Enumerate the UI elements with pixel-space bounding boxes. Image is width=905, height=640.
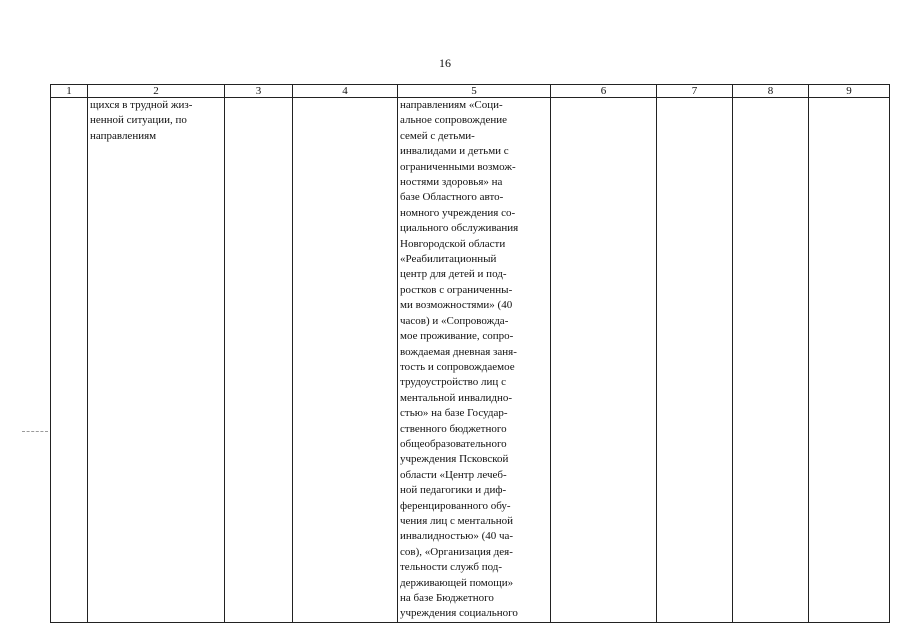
- cell-col-5: направлениям «Соци- альное сопровождение семей с детьми- инвалидами и детьми с ограниченными возмож- ностями здоровья» на базе Областного авто- номного учреждения со- циального обслуживания Новгородской области «Реабилитационный центр для детей и под- ростков с ограниченны- ми возможностями» (40 часов) и «Сопровожда- мое проживание, сопро- вождаемая дневная заня- тость и сопровождаемое трудоустройство лиц с ментальной инвалидно- стью» на базе Государ- ственного бюджетного общеобразовательного учреждения Псковской области «Центр лечеб- ной педагогики и диф- ференцированного обу- чения лиц с ментальной инвалидностью» (40 ча- сов), «Организация дея- тельности служб под- держивающей помощи» на базе Бюджетного учреждения социального: [398, 98, 551, 623]
- column-number-row: [51, 85, 890, 98]
- column-header-7: 7: [657, 85, 733, 98]
- cell-col-2: щихся в трудной жиз- ненной ситуации, по направлениям: [88, 98, 225, 623]
- table-row: [51, 98, 890, 623]
- cell-col-8: [733, 98, 809, 623]
- document-table: [50, 84, 890, 623]
- cell-col-7: [657, 98, 733, 623]
- column-header-6: 6: [551, 85, 657, 98]
- cell-col-3: [225, 98, 293, 623]
- column-header-2: 2: [88, 85, 225, 98]
- column-header-1: 1: [51, 85, 88, 98]
- cell-col-9: [809, 98, 890, 623]
- cell-col-4: [293, 98, 398, 623]
- margin-mark: [22, 431, 48, 432]
- page-number: 16: [439, 56, 451, 70]
- column-header-8: 8: [733, 85, 809, 98]
- column-header-9: 9: [809, 85, 890, 98]
- column-header-4: 4: [293, 85, 398, 98]
- column-header-3: 3: [225, 85, 293, 98]
- column-header-5: 5: [398, 85, 551, 98]
- cell-col-6: [551, 98, 657, 623]
- cell-col-1: [51, 98, 88, 623]
